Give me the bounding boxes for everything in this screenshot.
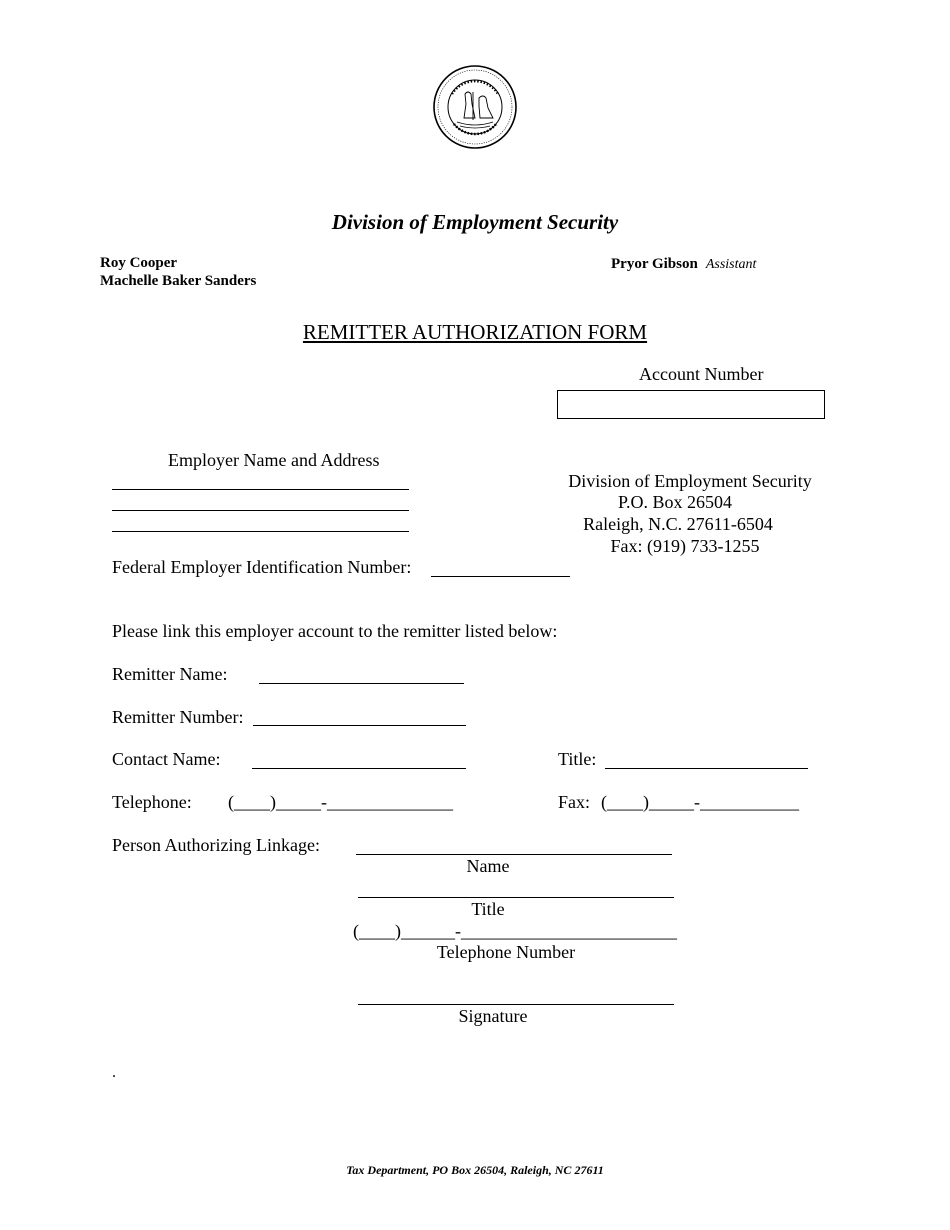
agency-address-1: Division of Employment Security <box>568 471 812 491</box>
auth-phone-caption: Telephone Number <box>436 942 576 962</box>
employer-name-address-label: Employer Name and Address <box>168 450 380 470</box>
contact-name-field[interactable] <box>252 768 466 769</box>
contact-title-label: Title: <box>558 749 597 769</box>
fax-field[interactable]: (____)_____-___________ <box>601 792 799 812</box>
employer-address-line-2[interactable] <box>112 510 409 511</box>
auth-phone-field[interactable]: (____)______-________________________ <box>353 921 677 941</box>
auth-signature-field[interactable] <box>358 1004 674 1005</box>
authorizing-person-label: Person Authorizing Linkage: <box>112 835 320 855</box>
official-right-name: Pryor Gibson <box>611 256 698 272</box>
agency-address-4: Fax: (919) 733-1255 <box>610 536 760 556</box>
remitter-name-field[interactable] <box>259 683 464 684</box>
account-number-label: Account Number <box>639 364 764 384</box>
employer-address-line-3[interactable] <box>112 531 409 532</box>
fein-label: Federal Employer Identification Number: <box>112 557 412 577</box>
telephone-field[interactable]: (____)_____-______________ <box>228 792 453 812</box>
remitter-number-label: Remitter Number: <box>112 707 244 727</box>
contact-title-field[interactable] <box>605 768 808 769</box>
auth-name-caption: Name <box>466 856 510 876</box>
official-left-1: Roy Cooper <box>100 255 178 271</box>
fein-field[interactable] <box>431 576 570 577</box>
official-left-2: Machelle Baker Sanders <box>100 273 257 289</box>
auth-title-field[interactable] <box>358 897 674 898</box>
agency-address-2: P.O. Box 26504 <box>617 492 733 512</box>
telephone-label: Telephone: <box>112 792 192 812</box>
remitter-name-label: Remitter Name: <box>112 664 228 684</box>
trailing-mark: . <box>112 1064 116 1081</box>
account-number-field[interactable] <box>557 390 825 419</box>
official-right-title: Assistant <box>705 257 757 272</box>
instruction-text: Please link this employer account to the remitter listed below: <box>112 621 558 641</box>
contact-name-label: Contact Name: <box>112 749 221 769</box>
division-title: Division of Employment Security <box>331 210 619 234</box>
state-seal-logo <box>432 64 518 150</box>
remitter-number-field[interactable] <box>253 725 466 726</box>
fax-label: Fax: <box>558 792 591 812</box>
auth-name-field[interactable] <box>356 854 672 855</box>
agency-address-3: Raleigh, N.C. 27611-6504 <box>583 514 773 534</box>
auth-signature-caption: Signature <box>458 1006 528 1026</box>
employer-address-line-1[interactable] <box>112 489 409 490</box>
form-title: REMITTER AUTHORIZATION FORM <box>302 320 648 344</box>
official-right <box>611 255 756 273</box>
footer-address: Tax Department, PO Box 26504, Raleigh, NC 27611 <box>346 1163 604 1177</box>
auth-title-caption: Title <box>471 899 505 919</box>
